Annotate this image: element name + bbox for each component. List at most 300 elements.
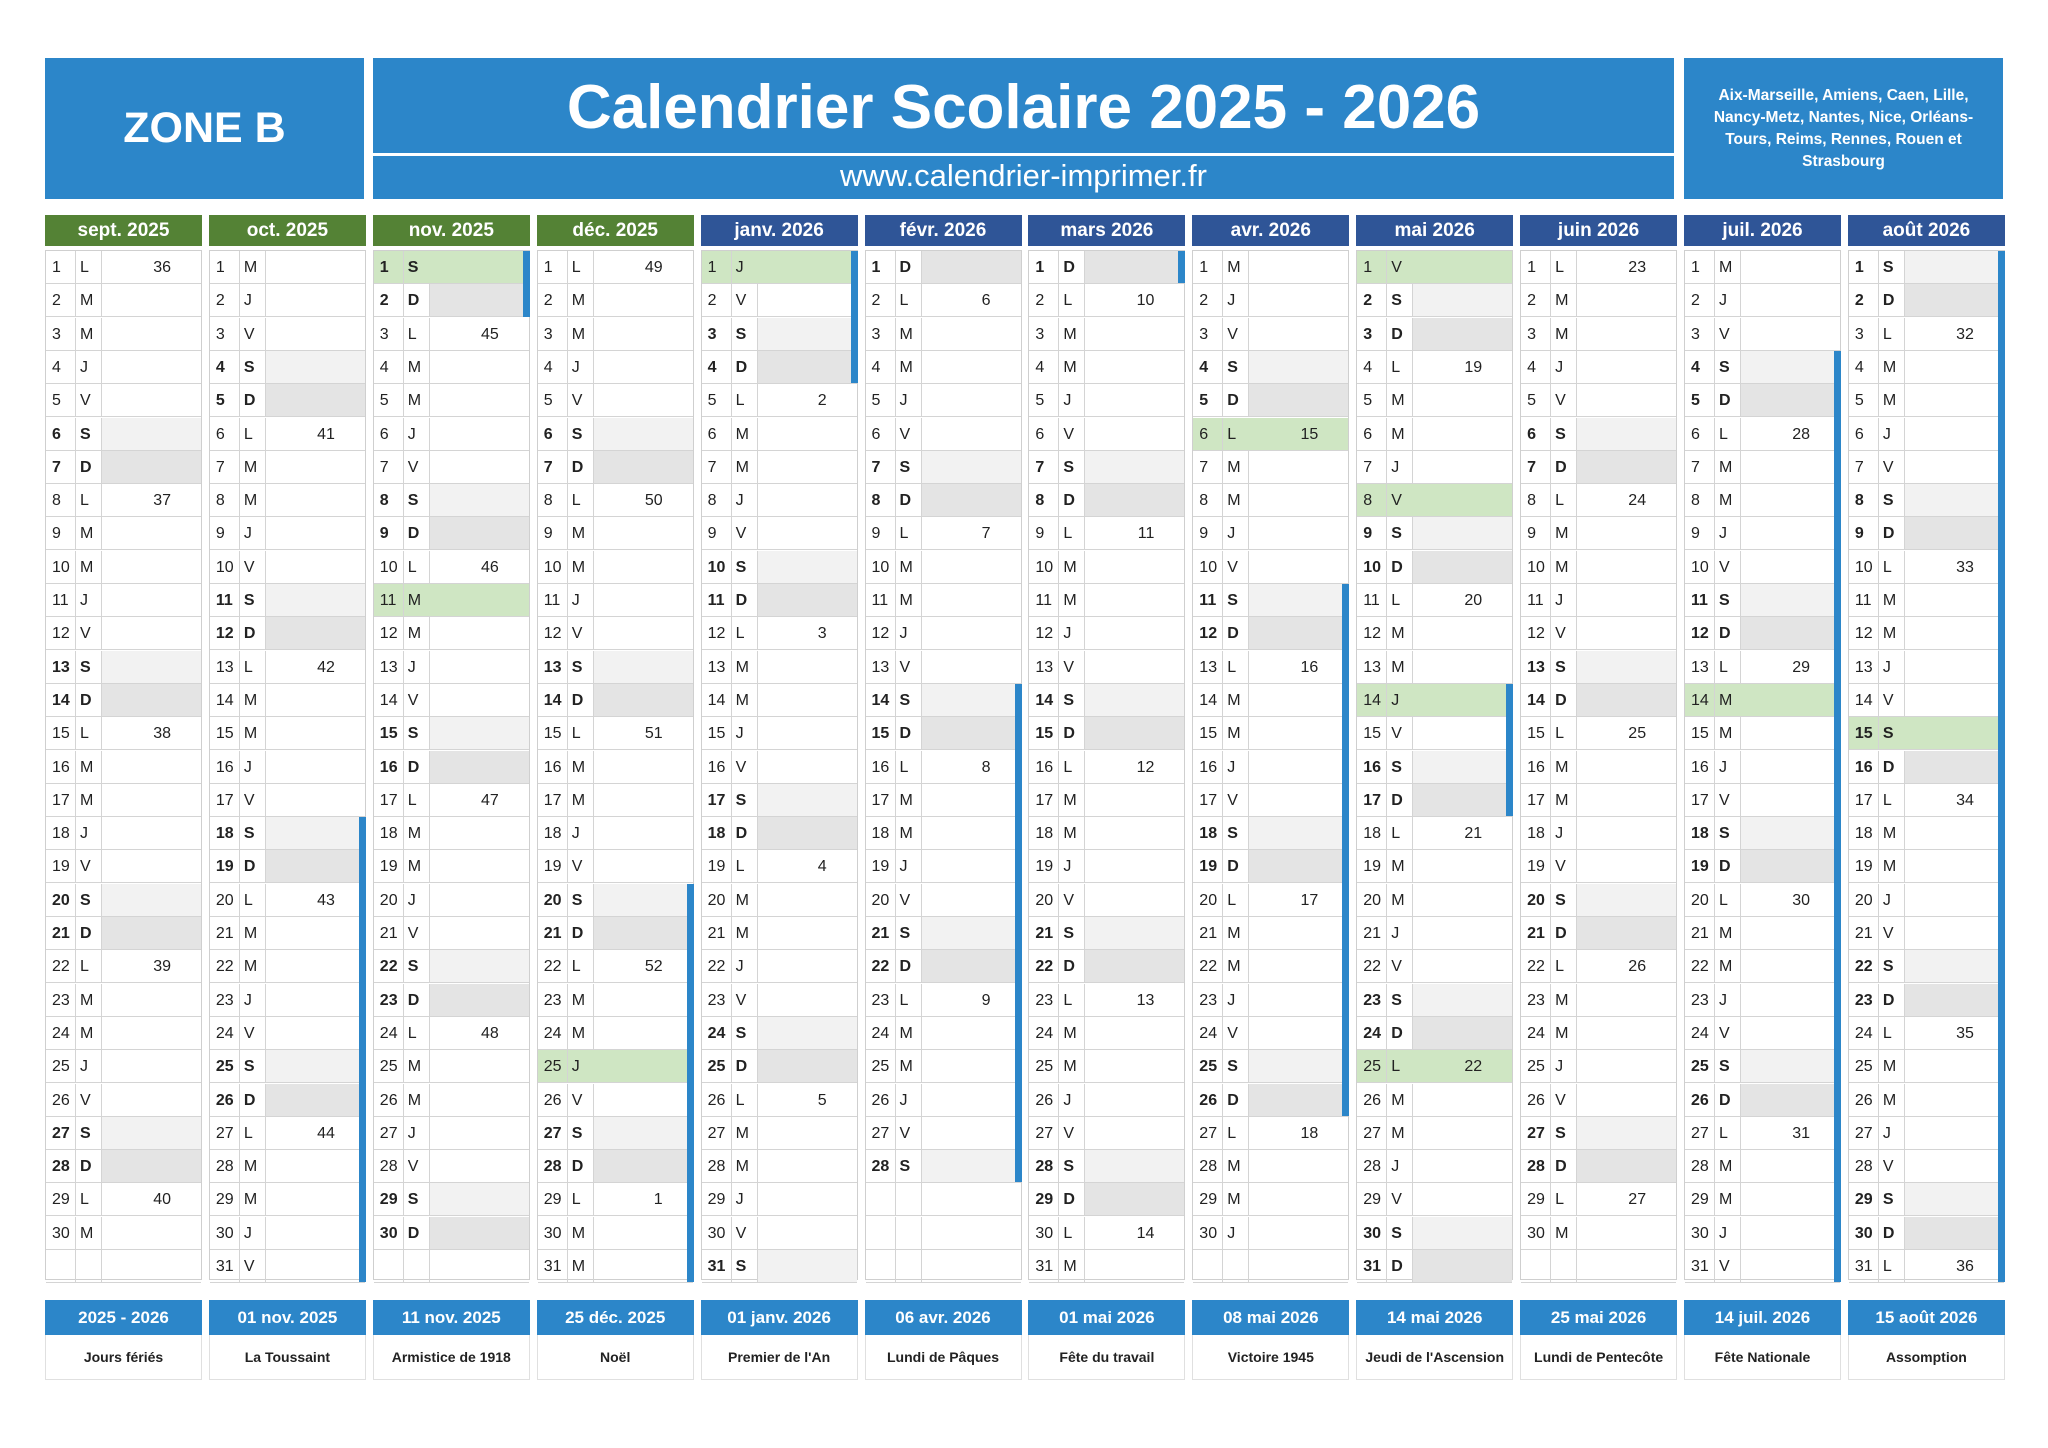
day-row xyxy=(1685,1117,1840,1150)
day-letter: M xyxy=(243,458,258,476)
website-url[interactable]: www.calendrier-imprimer.fr xyxy=(840,158,1207,193)
day-letter: M xyxy=(1555,1024,1569,1042)
day-number: 17 xyxy=(543,791,562,809)
day-number: 20 xyxy=(379,891,398,909)
day-number: 25 xyxy=(707,1058,726,1076)
legend-date: 01 nov. 2025 xyxy=(209,1300,366,1335)
day-letter: M xyxy=(1719,725,1733,743)
day-row xyxy=(210,717,365,750)
day-number: 7 xyxy=(52,458,61,476)
day-letter: D xyxy=(1882,292,1895,310)
day-letter: V xyxy=(1227,1024,1238,1042)
legend-date: 14 juil. 2026 xyxy=(1684,1300,1841,1335)
day-row xyxy=(1521,1150,1676,1183)
day-number: 10 xyxy=(1035,558,1054,576)
day-letter: M xyxy=(1882,392,1897,410)
day-number: 18 xyxy=(1854,825,1873,843)
week-number: 30 xyxy=(1792,891,1810,909)
day-number: 22 xyxy=(1199,958,1218,976)
day-letter: M xyxy=(1063,1024,1077,1042)
day-row xyxy=(1521,1050,1676,1083)
day-number: 13 xyxy=(1527,658,1545,676)
day-letter: M xyxy=(1555,558,1569,576)
day-number: 13 xyxy=(1854,658,1873,676)
day-letter: V xyxy=(1063,425,1075,443)
day-letter: D xyxy=(243,858,256,876)
day-letter: M xyxy=(1391,858,1405,876)
day-number: 20 xyxy=(1854,891,1873,909)
day-letter: L xyxy=(407,558,417,576)
day-letter: M xyxy=(1063,358,1077,376)
legend-date: 15 août 2026 xyxy=(1848,1300,2005,1335)
day-letter: D xyxy=(1555,1158,1567,1176)
day-letter: V xyxy=(1391,259,1402,276)
day-number: 14 xyxy=(1854,691,1873,709)
day-letter: D xyxy=(1227,392,1239,410)
day-letter: M xyxy=(80,791,94,809)
day-number: 7 xyxy=(1854,458,1864,476)
day-letter: V xyxy=(243,791,255,809)
day-row xyxy=(46,1217,201,1250)
day-number: 25 xyxy=(1199,1058,1218,1076)
day-row xyxy=(374,484,529,517)
day-row xyxy=(46,850,201,883)
day-number: 20 xyxy=(543,891,562,909)
day-row xyxy=(374,551,529,584)
day-row xyxy=(702,917,857,950)
day-row xyxy=(1685,1050,1840,1083)
day-letter: D xyxy=(899,492,912,510)
day-row xyxy=(1521,384,1676,417)
day-row xyxy=(866,1050,1021,1083)
day-letter: S xyxy=(80,658,91,676)
day-row xyxy=(1849,551,2004,584)
day-number: 8 xyxy=(1527,492,1536,510)
day-letter: M xyxy=(735,1158,749,1176)
day-letter: S xyxy=(1882,492,1894,510)
day-row xyxy=(1685,1017,1840,1050)
day-number: 7 xyxy=(1363,458,1373,476)
day-letter: D xyxy=(407,525,420,543)
day-number: 21 xyxy=(1691,925,1709,942)
day-number: 9 xyxy=(871,525,881,543)
day-row xyxy=(1685,551,1840,584)
week-number: 5 xyxy=(817,1091,827,1109)
legend-item xyxy=(1192,1300,1349,1380)
day-letter: D xyxy=(80,1158,92,1176)
day-number: 27 xyxy=(543,1124,562,1142)
day-number: 4 xyxy=(1691,358,1700,376)
day-number: 22 xyxy=(52,958,70,976)
day-number: 4 xyxy=(1199,358,1209,376)
week-number: 12 xyxy=(1136,758,1155,776)
month-header: janv. 2026 xyxy=(701,215,858,246)
day-row xyxy=(538,318,693,351)
day-number: 24 xyxy=(1035,1024,1054,1042)
month-column xyxy=(209,215,366,1284)
day-letter: L xyxy=(1555,259,1564,276)
week-number: 43 xyxy=(317,891,335,909)
vacation-bar xyxy=(1998,251,2005,1282)
day-number: 2 xyxy=(215,292,225,310)
day-letter: L xyxy=(407,325,417,343)
day-row xyxy=(46,351,201,384)
day-letter: V xyxy=(1391,725,1402,743)
day-letter: L xyxy=(407,1024,417,1042)
day-number: 14 xyxy=(379,691,398,709)
day-number: 11 xyxy=(379,592,397,609)
day-row xyxy=(210,1217,365,1250)
day-number: 28 xyxy=(1363,1158,1381,1176)
day-letter: D xyxy=(80,691,92,709)
day-row xyxy=(374,817,529,850)
day-row xyxy=(538,751,693,784)
day-number: 9 xyxy=(543,525,553,543)
day-number: 31 xyxy=(1854,1258,1873,1275)
day-number: 6 xyxy=(1363,425,1373,443)
day-number: 19 xyxy=(215,858,234,876)
day-number: 4 xyxy=(871,358,881,376)
day-number: 23 xyxy=(215,991,234,1009)
day-number: 21 xyxy=(1035,925,1054,942)
day-row xyxy=(1357,684,1512,717)
day-row xyxy=(702,551,857,584)
day-letter: S xyxy=(735,791,747,809)
day-number: 29 xyxy=(1691,1191,1709,1209)
day-row xyxy=(1521,284,1676,317)
day-number: 26 xyxy=(1691,1091,1709,1109)
day-letter: S xyxy=(243,592,255,609)
day-row xyxy=(1357,850,1512,883)
day-number: 8 xyxy=(1691,492,1700,510)
day-letter: V xyxy=(407,458,419,476)
day-letter: M xyxy=(1882,1058,1897,1076)
day-letter: M xyxy=(1063,558,1077,576)
day-number: 6 xyxy=(707,425,717,443)
day-number: 26 xyxy=(1854,1091,1873,1109)
day-number: 17 xyxy=(379,791,398,809)
day-number: 30 xyxy=(1035,1224,1054,1242)
day-row xyxy=(1193,884,1348,917)
month-days xyxy=(1848,250,2005,1280)
day-number: 24 xyxy=(1527,1024,1545,1042)
day-letter: D xyxy=(407,1224,420,1242)
day-number: 4 xyxy=(52,358,61,376)
month-days xyxy=(701,250,858,1280)
day-number: 1 xyxy=(1854,259,1864,276)
day-number: 12 xyxy=(1854,625,1873,643)
vacation-bar xyxy=(1506,684,1513,816)
day-row xyxy=(866,950,1021,983)
title-banner xyxy=(373,58,1674,199)
day-number: 24 xyxy=(215,1024,234,1042)
day-number: 16 xyxy=(1363,758,1381,776)
day-letter: D xyxy=(571,925,584,942)
day-number: 4 xyxy=(1527,358,1536,376)
day-number: 5 xyxy=(1199,392,1209,410)
day-letter: D xyxy=(571,691,584,709)
day-row xyxy=(1521,784,1676,817)
day-number: 23 xyxy=(1363,991,1381,1009)
day-row xyxy=(374,1050,529,1083)
day-letter: S xyxy=(80,1124,91,1142)
day-number: 5 xyxy=(707,392,717,410)
day-number: 2 xyxy=(1691,292,1700,310)
month-column xyxy=(1356,215,1513,1284)
day-letter: L xyxy=(1719,425,1728,443)
day-number: 24 xyxy=(1691,1024,1709,1042)
day-letter: S xyxy=(1391,1224,1402,1242)
day-number: 1 xyxy=(707,259,717,276)
day-letter: V xyxy=(735,991,747,1009)
day-row xyxy=(1849,817,2004,850)
day-number: 15 xyxy=(707,725,726,743)
day-number: 19 xyxy=(1527,858,1545,876)
day-number: 16 xyxy=(543,758,562,776)
legend-item xyxy=(1684,1300,1841,1380)
day-row xyxy=(46,717,201,750)
day-number: 1 xyxy=(215,259,225,276)
day-number: 19 xyxy=(1199,858,1218,876)
day-row xyxy=(46,451,201,484)
day-row xyxy=(374,850,529,883)
week-number: 31 xyxy=(1792,1124,1810,1142)
day-row xyxy=(866,850,1021,883)
day-letter: V xyxy=(1882,458,1894,476)
day-letter: S xyxy=(1391,292,1402,310)
day-number: 3 xyxy=(871,325,881,343)
legend-holiday-name: Jours fériés xyxy=(45,1335,202,1380)
day-letter: V xyxy=(1227,325,1238,343)
day-row xyxy=(46,1183,201,1216)
day-number: 8 xyxy=(1035,492,1045,510)
day-letter: M xyxy=(407,858,422,876)
day-number: 26 xyxy=(379,1091,398,1109)
day-number: 25 xyxy=(1691,1058,1709,1076)
day-row xyxy=(374,984,529,1017)
day-number: 26 xyxy=(871,1091,890,1109)
day-row xyxy=(374,784,529,817)
day-row xyxy=(1685,484,1840,517)
day-letter: S xyxy=(1227,1058,1238,1076)
day-number: 2 xyxy=(707,292,717,310)
day-row xyxy=(1029,717,1184,750)
day-number: 20 xyxy=(871,891,890,909)
day-letter: J xyxy=(735,958,744,976)
day-letter: M xyxy=(1391,425,1405,443)
day-letter: M xyxy=(735,458,749,476)
day-row xyxy=(702,1150,857,1183)
day-number: 17 xyxy=(1199,791,1218,809)
day-number: 5 xyxy=(1363,392,1373,410)
day-letter: L xyxy=(571,492,581,510)
day-number: 12 xyxy=(1691,625,1709,643)
day-row xyxy=(1521,651,1676,684)
day-number: 15 xyxy=(1854,725,1873,743)
day-number: 26 xyxy=(1035,1091,1054,1109)
day-letter: D xyxy=(899,725,912,743)
day-row xyxy=(374,1217,529,1250)
legend-item xyxy=(1028,1300,1185,1380)
day-letter: M xyxy=(1719,492,1733,510)
day-row xyxy=(1685,884,1840,917)
day-row xyxy=(1685,351,1840,384)
day-number: 9 xyxy=(215,525,225,543)
day-letter: J xyxy=(80,592,88,609)
day-number: 9 xyxy=(1363,525,1373,543)
day-letter: J xyxy=(243,292,252,310)
day-number: 28 xyxy=(1035,1158,1054,1176)
day-letter: M xyxy=(407,1058,422,1076)
day-letter: M xyxy=(243,1158,258,1176)
day-letter: J xyxy=(1391,691,1400,709)
day-number: 17 xyxy=(215,791,234,809)
day-letter: L xyxy=(1882,325,1892,343)
day-row xyxy=(538,617,693,650)
day-row xyxy=(1685,784,1840,817)
day-row xyxy=(1357,517,1512,550)
day-letter: D xyxy=(735,825,748,843)
day-number: 18 xyxy=(1527,825,1545,843)
day-row xyxy=(866,584,1021,617)
day-row xyxy=(374,1183,529,1216)
day-letter: M xyxy=(735,425,749,443)
day-number: 21 xyxy=(379,925,398,942)
legend-item xyxy=(1848,1300,2005,1380)
day-number: 2 xyxy=(1363,292,1373,310)
day-letter: S xyxy=(571,425,583,443)
day-row xyxy=(1193,684,1348,717)
day-number: 11 xyxy=(1527,592,1544,609)
month-days xyxy=(1520,250,1677,1280)
day-letter: J xyxy=(1719,758,1727,776)
day-letter: L xyxy=(1227,891,1237,909)
day-letter: S xyxy=(899,1158,911,1176)
week-number: 22 xyxy=(1464,1058,1483,1076)
legend-date: 25 déc. 2025 xyxy=(537,1300,694,1335)
day-letter: S xyxy=(1063,691,1075,709)
day-row xyxy=(1685,318,1840,351)
day-number: 24 xyxy=(707,1024,726,1042)
day-letter: S xyxy=(1555,425,1566,443)
day-row xyxy=(1521,251,1676,284)
day-number: 7 xyxy=(1691,458,1700,476)
day-row xyxy=(1029,318,1184,351)
day-letter: S xyxy=(899,458,911,476)
day-letter: J xyxy=(571,592,580,609)
day-number: 1 xyxy=(1199,259,1209,276)
day-number: 29 xyxy=(707,1191,726,1209)
day-letter: M xyxy=(407,358,422,376)
day-number: 6 xyxy=(1035,425,1045,443)
day-number: 19 xyxy=(379,858,398,876)
day-number: 29 xyxy=(379,1191,398,1209)
day-row xyxy=(1357,551,1512,584)
day-letter: M xyxy=(243,1191,258,1209)
week-number: 37 xyxy=(153,492,171,510)
day-number: 5 xyxy=(1854,392,1864,410)
day-number: 28 xyxy=(1527,1158,1545,1176)
day-letter: L xyxy=(1391,825,1401,843)
day-letter: V xyxy=(1555,625,1566,643)
day-letter: V xyxy=(1719,325,1730,343)
day-letter: M xyxy=(243,725,258,743)
day-letter: S xyxy=(1555,658,1566,676)
day-row xyxy=(702,1250,857,1283)
day-letter: M xyxy=(735,891,749,909)
day-row xyxy=(1849,384,2004,417)
day-row xyxy=(1357,817,1512,850)
day-row xyxy=(1029,284,1184,317)
day-number: 19 xyxy=(1854,858,1873,876)
day-letter: M xyxy=(1063,1058,1077,1076)
day-letter: D xyxy=(243,1091,256,1109)
day-row xyxy=(1849,318,2004,351)
day-number: 1 xyxy=(52,259,61,276)
day-row xyxy=(702,1084,857,1117)
week-number: 36 xyxy=(1956,1258,1974,1275)
month-header: août 2026 xyxy=(1848,215,2005,246)
day-number: 4 xyxy=(215,358,225,376)
day-letter: M xyxy=(1227,725,1241,743)
day-number: 12 xyxy=(52,625,70,643)
day-letter: D xyxy=(1391,558,1403,576)
week-number: 9 xyxy=(981,991,991,1009)
day-letter: J xyxy=(1882,891,1891,909)
day-letter: M xyxy=(1227,925,1241,942)
day-row xyxy=(1029,950,1184,983)
day-row xyxy=(210,617,365,650)
day-number: 14 xyxy=(1363,691,1381,709)
day-number: 16 xyxy=(52,758,70,776)
day-number: 4 xyxy=(543,358,553,376)
day-row xyxy=(1029,551,1184,584)
day-row xyxy=(1849,584,2004,617)
day-row xyxy=(210,1150,365,1183)
week-number: 15 xyxy=(1300,425,1319,443)
day-letter: S xyxy=(1227,358,1238,376)
month-header: avr. 2026 xyxy=(1192,215,1349,246)
day-letter: J xyxy=(1719,292,1727,310)
day-number: 12 xyxy=(1199,625,1218,643)
day-letter: S xyxy=(735,325,747,343)
legend-date: 01 janv. 2026 xyxy=(701,1300,858,1335)
day-number: 23 xyxy=(379,991,398,1009)
day-row xyxy=(1193,251,1348,284)
day-row xyxy=(210,551,365,584)
week-number: 27 xyxy=(1628,1191,1647,1209)
day-row xyxy=(1685,1217,1840,1250)
day-letter: V xyxy=(243,558,255,576)
day-row xyxy=(46,517,201,550)
day-row xyxy=(866,551,1021,584)
day-number: 23 xyxy=(1854,991,1873,1009)
day-letter: D xyxy=(1391,1024,1403,1042)
day-number: 12 xyxy=(1527,625,1545,643)
day-row xyxy=(210,684,365,717)
day-number: 14 xyxy=(543,691,562,709)
day-number: 10 xyxy=(52,558,70,576)
day-row xyxy=(538,1084,693,1117)
day-number: 10 xyxy=(1199,558,1218,576)
day-row xyxy=(1193,717,1348,750)
legend-holiday-name: Victoire 1945 xyxy=(1192,1335,1349,1380)
day-row xyxy=(1849,884,2004,917)
day-letter: J xyxy=(1227,525,1236,543)
day-letter: V xyxy=(571,392,583,410)
day-row xyxy=(1521,684,1676,717)
day-row xyxy=(1029,884,1184,917)
